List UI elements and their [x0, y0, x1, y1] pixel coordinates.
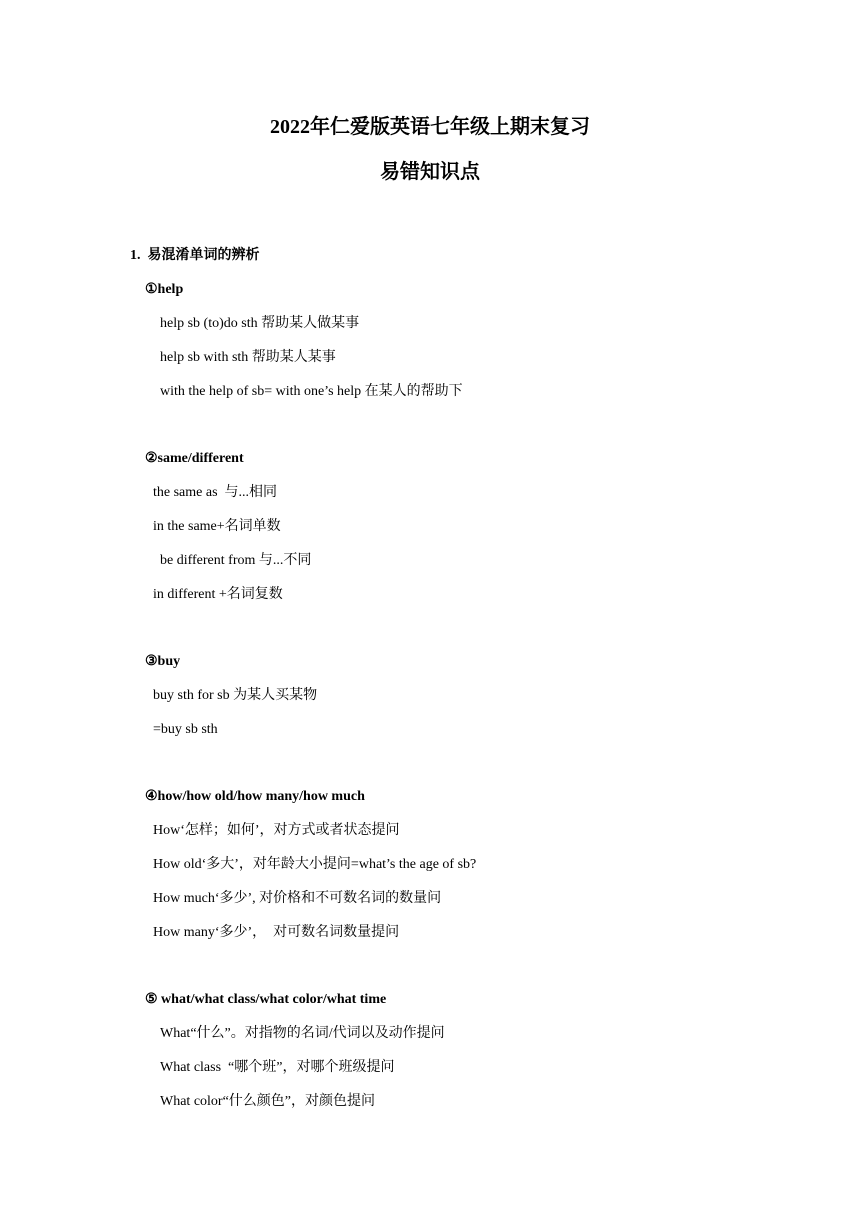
item-line: the same as 与...相同	[153, 485, 278, 500]
item-heading-same-different: ②same/different	[145, 451, 244, 466]
item-line: help sb (to)do sth 帮助某人做某事	[160, 316, 360, 331]
item-line: What color“什么颜色”，对颜色提问	[160, 1094, 376, 1109]
item-heading-help: ①help	[145, 282, 184, 297]
item-line: with the help of sb= with one’s help 在某人的帮助下	[160, 384, 463, 399]
item-heading-what: ⑤ what/what class/what color/what time	[145, 992, 387, 1007]
item-line: =buy sb sth	[153, 722, 218, 737]
item-line: How‘怎样；如何’，对方式或者状态提问	[153, 823, 400, 838]
item-line: in the same+名词单数	[153, 519, 281, 534]
item-heading-how: ④how/how old/how many/how much	[145, 789, 365, 804]
item-line: How many‘多少’， 对可数名词数量提问	[153, 925, 400, 940]
item-line: How much‘多少’, 对价格和不可数名词的数量问	[153, 891, 442, 906]
document-subtitle: 易错知识点	[380, 161, 480, 183]
item-line: help sb with sth 帮助某人某事	[160, 350, 336, 365]
document-title: 2022年仁爱版英语七年级上期末复习	[270, 116, 590, 138]
item-line: buy sth for sb 为某人买某物	[153, 688, 318, 703]
section-heading: 1. 易混淆单词的辨析	[130, 248, 260, 263]
item-line: in different +名词复数	[153, 587, 283, 602]
item-line: What class “哪个班”，对哪个班级提问	[160, 1060, 395, 1075]
item-line: be different from 与...不同	[160, 553, 312, 568]
item-heading-buy: ③buy	[145, 654, 181, 669]
item-line: What“什么”。对指物的名词/代词以及动作提问	[160, 1026, 445, 1041]
item-line: How old‘多大’，对年龄大小提问=what’s the age of sb?	[153, 857, 477, 872]
